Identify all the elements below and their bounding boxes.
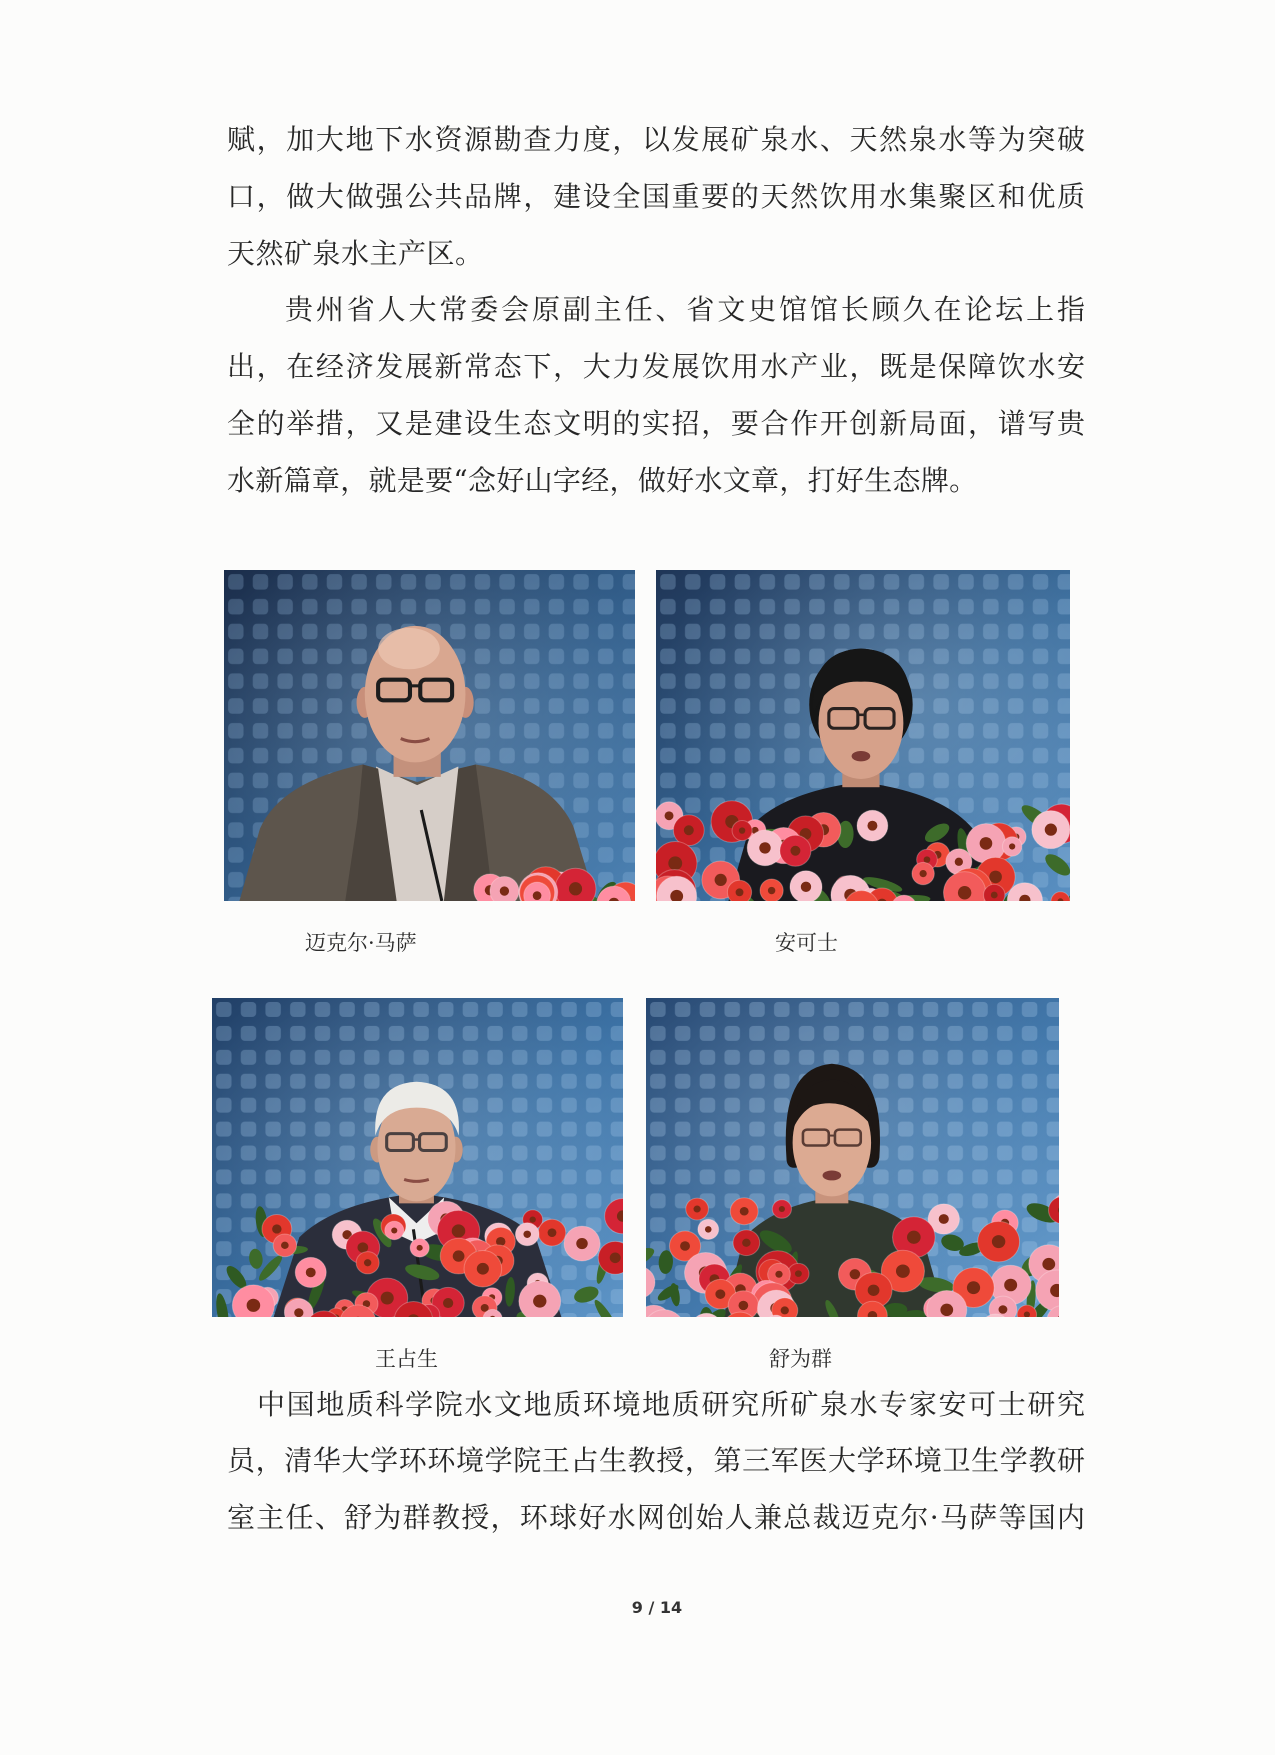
flower-center <box>991 892 998 899</box>
flower-center <box>668 856 682 870</box>
speaker-photo-3 <box>212 998 623 1317</box>
flower-center <box>924 856 931 863</box>
flower-center <box>523 1231 531 1238</box>
flower-center <box>715 1289 725 1299</box>
flower-center <box>306 1268 316 1278</box>
flower-center <box>1004 1279 1017 1292</box>
mouth <box>823 1170 842 1180</box>
photo-caption: 迈克尔·马萨 <box>305 931 417 955</box>
flower-center <box>739 827 745 833</box>
flower-center <box>867 821 877 831</box>
flower-center <box>357 1242 368 1252</box>
flower-center <box>684 825 694 835</box>
flower-center <box>247 1299 261 1312</box>
flower-center <box>740 1207 749 1216</box>
body-text-line: 天然矿泉水主产区。 <box>227 237 484 270</box>
flower-center <box>453 1250 465 1261</box>
flower-center <box>801 882 811 892</box>
body-text-line: 全的举措，又是建设生态文明的实招，要合作开创新局面，谱写贵 <box>227 407 1085 440</box>
body-text-line: 赋，加大地下水资源勘查力度，以发展矿泉水、天然泉水等为突破 <box>227 123 1085 156</box>
flower-center <box>790 846 800 856</box>
flower-center <box>576 1238 588 1249</box>
flower-center <box>989 871 1002 884</box>
flower-center <box>693 1206 700 1213</box>
flower-center <box>281 1242 289 1249</box>
flower-center <box>391 1227 397 1233</box>
flower-center <box>452 1224 466 1237</box>
flower-center <box>868 1285 880 1296</box>
flower-center <box>364 1259 371 1266</box>
flower-center <box>955 858 963 866</box>
photo-image <box>646 998 1059 1317</box>
flower-center <box>1045 824 1057 836</box>
flower-center <box>736 888 744 896</box>
flower-center <box>779 1206 785 1212</box>
flower-center <box>907 1231 921 1244</box>
flower-center <box>477 1263 489 1275</box>
flower-center <box>610 1253 621 1264</box>
photo-image <box>212 998 623 1317</box>
flower-center <box>939 1214 949 1224</box>
flower-center <box>759 842 770 853</box>
flower-center <box>896 1264 910 1277</box>
flower-center <box>1009 843 1015 849</box>
flower-center <box>272 1224 281 1233</box>
flower-center <box>665 811 674 820</box>
speaker-photo-4 <box>646 998 1059 1317</box>
flower-center <box>680 1241 690 1251</box>
flower-center <box>1042 1258 1055 1270</box>
photo-image <box>224 570 635 901</box>
flower-center <box>443 1298 453 1308</box>
flower-center <box>768 887 775 894</box>
flower-center <box>294 1308 303 1317</box>
photo-caption: 王占生 <box>375 1347 438 1371</box>
scalp-highlight <box>378 628 440 669</box>
flower-center <box>980 837 993 850</box>
flower-center <box>533 891 542 900</box>
flower-center <box>998 1305 1007 1314</box>
flower-center <box>548 1228 557 1237</box>
flower-center <box>381 1292 394 1305</box>
flower-center <box>775 1271 782 1278</box>
body-text-line: 员，清华大学环环境学院王占生教授，第三军医大学环境卫生学教研 <box>227 1444 1085 1477</box>
body-text-line: 中国地质科学院水文地质环境地质研究所矿泉水专家安可士研究 <box>257 1388 1085 1421</box>
flower-center <box>739 1301 749 1310</box>
flower-center <box>920 870 927 877</box>
flower-center <box>958 886 971 899</box>
speaker-photo-1 <box>224 570 635 901</box>
body-text-line: 室主任、舒为群教授，环球好水网创始人兼总裁迈克尔·马萨等国内 <box>227 1501 1085 1534</box>
photo-image <box>656 570 1070 901</box>
flower-center <box>940 1304 953 1316</box>
body-text-line: 出，在经济发展新常态下，大力发展饮用水产业，既是保障饮水安 <box>227 350 1085 383</box>
photo-caption: 舒为群 <box>769 1347 832 1371</box>
flower-center <box>742 1239 750 1247</box>
flower-center <box>500 886 509 895</box>
flower-center <box>967 1281 980 1294</box>
mouth <box>852 751 871 761</box>
page-number: 9 / 14 <box>631 1598 683 1617</box>
flower-center <box>850 1269 861 1279</box>
flower-center <box>992 1235 1005 1248</box>
flower-center <box>417 1245 423 1251</box>
body-text-line: 水新篇章，就是要“念好山字经，做好水文章，打好生态牌。 <box>227 464 978 497</box>
speaker-photo-2 <box>656 570 1070 901</box>
flower-center <box>705 1226 712 1232</box>
flower-center <box>795 1270 802 1277</box>
body-text-line: 贵州省人大常委会原副主任、省文史馆馆长顾久在论坛上指 <box>285 293 1085 326</box>
flower-center <box>715 874 727 886</box>
body-text-line: 口，做大做强公共品牌，建设全国重要的天然饮用水集聚区和优质 <box>227 180 1085 213</box>
flower-center <box>533 1295 546 1308</box>
flower-center <box>529 1217 535 1223</box>
flower-center <box>569 882 582 895</box>
photo-caption: 安可士 <box>775 931 838 955</box>
flower-center <box>781 1306 789 1314</box>
